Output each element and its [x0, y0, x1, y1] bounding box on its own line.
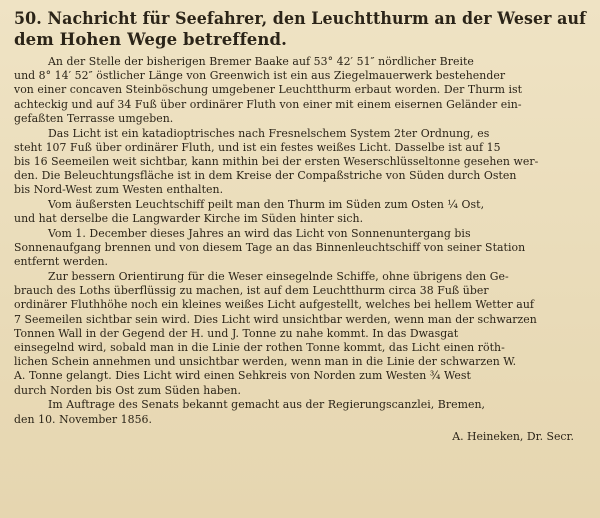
body-line: Vom 1. December dieses Jahres an wird das Licht von Sonnenuntergang bis: [48, 226, 471, 240]
body-line: Das Licht ist ein katadioptrisches nach Fresnelschem System 2ter Ordnung, es: [48, 126, 490, 140]
body-line: bis 16 Seemeilen weit sichtbar, kann mithin bei der ersten Weserschlüsseltonne gesehen wer-: [14, 154, 539, 168]
body-line: 7 Seemeilen sichtbar sein wird. Dies Licht wird unsichtbar werden, wenn man der schwarzen: [14, 312, 537, 326]
notice-title: [14, 8, 586, 50]
body-line: entfernt werden.: [14, 255, 109, 269]
body-line: Sonnenaufgang brennen und von diesem Tage an das Binnenleuchtschiff von seiner Station: [14, 241, 526, 255]
body-line: den 10. November 1856.: [14, 412, 153, 426]
notice-number: 50.: [14, 9, 42, 28]
body-line: den. Die Beleuchtungsfläche ist in dem Kreise der Compaßstriche von Süden durch Osten: [14, 169, 517, 183]
body-line: steht 107 Fuß über ordinärer Fluth, und ist ein festes weißes Licht. Dasselbe ist auf 15: [14, 140, 501, 154]
body-line: und hat derselbe die Langwarder Kirche im Süden hinter sich.: [14, 212, 364, 226]
body-line: Zur bessern Orientirung für die Weser einsegelnde Schiffe, ohne übrigens den Ge-: [48, 270, 509, 284]
signature: A. Heineken, Dr. Secr.: [452, 429, 574, 443]
notice-title-text-1: Nachricht für Seefahrer, den Leuchtthurm an der Weser auf: [47, 9, 587, 28]
body-line: Tonnen Wall in der Gegend der H. und J. Tonne zu nahe kommt. In das Dwasgat: [14, 326, 459, 340]
body-line: und 8° 14′ 52″ östlicher Länge von Greenwich ist ein aus Ziegelmauerwerk bestehender: [14, 69, 506, 83]
body-line: A. Tonne gelangt. Dies Licht wird einen Sehkreis von Norden zum Westen ¾ West: [14, 369, 471, 383]
body-line: achteckig und auf 34 Fuß über ordinärer Fluth von einer mit einem eisernen Geländer ein-: [14, 97, 522, 111]
body-line: brauch des Loths überflüssig zu machen, ist auf dem Leuchtthurm circa 38 Fuß über: [14, 284, 489, 298]
body-line: gefaßten Terrasse umgeben.: [14, 111, 174, 125]
body-line: lichen Schein annehmen und unsichtbar werden, wenn man in die Linie der schwarzen W.: [14, 355, 517, 369]
body-line: durch Norden bis Ost zum Süden haben.: [14, 383, 241, 397]
body-line: bis Nord-West zum Westen enthalten.: [14, 183, 224, 197]
body-line: von einer concaven Steinböschung umgebener Leuchtthurm erbaut worden. Der Thurm ist: [14, 83, 523, 97]
body-line: Vom äußersten Leuchtschiff peilt man den Thurm im Süden zum Osten ¼ Ost,: [48, 198, 485, 212]
notice-title-line-2: dem Hohen Wege betreffend.: [14, 30, 287, 49]
notice-title-line-1: [14, 8, 586, 29]
body-line: Im Auftrage des Senats bekannt gemacht aus der Regierungscanzlei, Bremen,: [48, 398, 486, 412]
body-line: ordinärer Fluthhöhe noch ein kleines weißes Licht aufgestellt, welches bei hellem Wetter auf: [14, 298, 534, 312]
body-line: An der Stelle der bisherigen Bremer Baake auf 53° 42′ 51″ nördlicher Breite: [48, 55, 474, 68]
notice-body: [14, 55, 586, 427]
body-line: einsegelnd wird, sobald man in die Linie der rothen Tonne kommt, das Licht einen röth-: [14, 341, 505, 355]
